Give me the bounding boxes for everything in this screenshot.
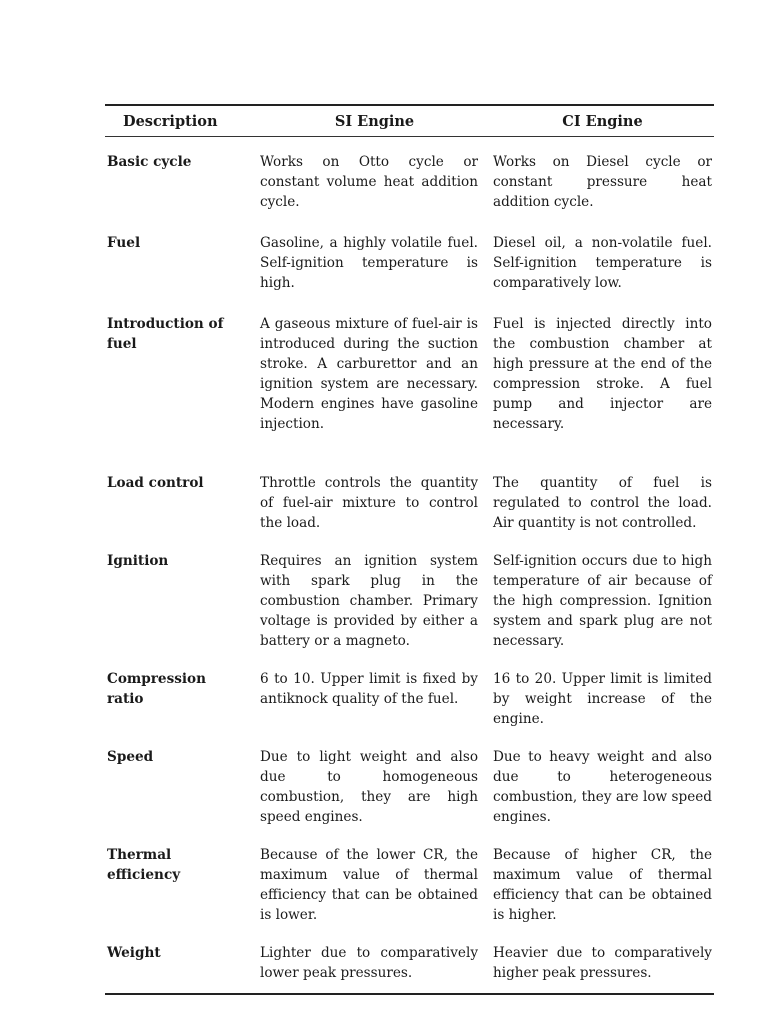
column-header-description: Description bbox=[123, 112, 218, 130]
ci-engine-cell: Because of higher CR, the maximum value of thermal efficiency that can be obtained is higher. bbox=[493, 847, 712, 923]
si-engine-cell: Works on Otto cycle or constant volume heat addition cycle. bbox=[260, 154, 478, 210]
ci-engine-cell: Due to heavy weight and also due to heterogeneous combustion, they are low speed engines. bbox=[493, 749, 712, 825]
table-row bbox=[105, 928, 714, 994]
table-row bbox=[105, 437, 714, 536]
row-label: Speed bbox=[107, 749, 154, 765]
table-row bbox=[105, 732, 714, 830]
ci-engine-cell: 16 to 20. Upper limit is limited by weight increase of the engine. bbox=[493, 671, 712, 727]
table-row bbox=[105, 296, 714, 437]
row-label: Compression ratio bbox=[107, 671, 207, 707]
si-engine-cell: Throttle controls the quantity of fuel-air mixture to control the load. bbox=[260, 475, 478, 531]
table-row bbox=[105, 654, 714, 732]
si-engine-cell: Gasoline, a highly volatile fuel. Self-ignition temperature is high. bbox=[260, 235, 478, 291]
table-body bbox=[105, 137, 714, 995]
ci-engine-cell: Self-ignition occurs due to high temperature of air because of the high compression. Ignition system and spark plug are not necessary. bbox=[493, 553, 712, 649]
ci-engine-cell: Fuel is injected directly into the combustion chamber at high pressure at the end of the compression stroke. A fuel pump and injector are necessary. bbox=[493, 316, 712, 432]
ci-engine-cell: The quantity of fuel is regulated to control the load. Air quantity is not controlled. bbox=[493, 475, 712, 531]
si-engine-cell: Because of the lower CR, the maximum value of thermal efficiency that can be obtained is lower. bbox=[260, 847, 478, 923]
si-engine-cell: Lighter due to comparatively lower peak pressures. bbox=[260, 945, 478, 981]
header-row bbox=[105, 105, 714, 137]
table-row bbox=[105, 137, 714, 216]
si-engine-cell: Requires an ignition system with spark plug in the combustion chamber. Primary voltage is provided by either a battery or a magneto. bbox=[260, 553, 478, 649]
ci-engine-cell: Heavier due to comparatively higher peak pressures. bbox=[493, 945, 712, 981]
row-label: Fuel bbox=[107, 235, 141, 251]
table-row bbox=[105, 215, 714, 296]
ci-engine-cell: Diesel oil, a non-volatile fuel. Self-ignition temperature is comparatively low. bbox=[493, 235, 712, 291]
row-label: Load control bbox=[107, 475, 204, 491]
column-header-si-engine: SI Engine bbox=[334, 112, 415, 130]
row-label: Thermal efficiency bbox=[107, 847, 181, 883]
row-label: Ignition bbox=[107, 553, 169, 569]
row-label: Basic cycle bbox=[107, 154, 192, 170]
ci-engine-cell: Works on Diesel cycle or constant pressure heat addition cycle. bbox=[493, 154, 712, 210]
table-row bbox=[105, 536, 714, 654]
table-row bbox=[105, 830, 714, 928]
si-engine-cell: Due to light weight and also due to homogeneous combustion, they are high speed engines. bbox=[260, 749, 478, 825]
si-engine-cell: 6 to 10. Upper limit is fixed by antiknock quality of the fuel. bbox=[260, 671, 478, 707]
comparison-table bbox=[105, 104, 714, 995]
table-header bbox=[105, 105, 714, 137]
row-label: Introduction of fuel bbox=[107, 316, 224, 352]
si-engine-cell: A gaseous mixture of fuel-air is introduced during the suction stroke. A carburettor and an ignition system are necessary. Modern engines have gasoline injection. bbox=[260, 316, 478, 432]
column-header-ci-engine: CI Engine bbox=[562, 112, 643, 130]
row-label: Weight bbox=[107, 945, 161, 961]
